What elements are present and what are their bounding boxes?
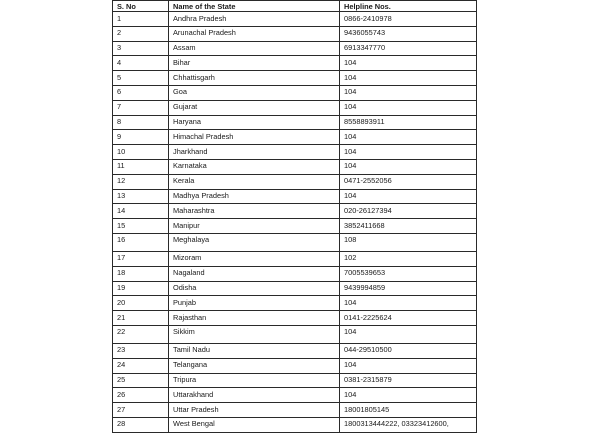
cell-helpline: 020-26127394 [340, 204, 477, 219]
cell-sno: 21 [113, 311, 169, 326]
cell-state: Arunachal Pradesh [169, 26, 340, 41]
cell-sno: 7 [113, 100, 169, 115]
table-row [113, 100, 477, 115]
cell-helpline: 0381-2315879 [340, 373, 477, 388]
table-row [113, 343, 477, 358]
cell-state: Gujarat [169, 100, 340, 115]
table-row [113, 373, 477, 388]
cell-state: West Bengal [169, 417, 340, 432]
table-row [113, 130, 477, 145]
cell-sno: 4 [113, 56, 169, 71]
cell-sno: 16 [113, 233, 169, 251]
table-row [113, 174, 477, 189]
cell-sno: 18 [113, 266, 169, 281]
table-row [113, 189, 477, 204]
cell-state: Telangana [169, 358, 340, 373]
cell-sno: 26 [113, 388, 169, 403]
cell-sno: 15 [113, 219, 169, 234]
cell-sno: 24 [113, 358, 169, 373]
cell-helpline: 104 [340, 100, 477, 115]
cell-state: Andhra Pradesh [169, 12, 340, 27]
cell-helpline: 0141-2225624 [340, 311, 477, 326]
cell-state: Chhattisgarh [169, 71, 340, 86]
cell-state: Jharkhand [169, 145, 340, 160]
cell-helpline: 0866-2410978 [340, 12, 477, 27]
table-row [113, 251, 477, 266]
cell-sno: 9 [113, 130, 169, 145]
header-state: Name of the State [169, 1, 340, 12]
table-row [113, 56, 477, 71]
cell-sno: 10 [113, 145, 169, 160]
table-row [113, 71, 477, 86]
table-row [113, 388, 477, 403]
cell-state: Maharashtra [169, 204, 340, 219]
cell-state: Mizoram [169, 251, 340, 266]
cell-sno: 19 [113, 281, 169, 296]
cell-helpline: 104 [340, 85, 477, 100]
cell-state: Bihar [169, 56, 340, 71]
cell-helpline: 3852411668 [340, 219, 477, 234]
cell-sno: 23 [113, 343, 169, 358]
cell-state: Sikkim [169, 325, 340, 343]
cell-helpline: 104 [340, 296, 477, 311]
table-row [113, 358, 477, 373]
cell-sno: 25 [113, 373, 169, 388]
cell-sno: 13 [113, 189, 169, 204]
table-row [113, 159, 477, 174]
cell-helpline: 102 [340, 251, 477, 266]
table-row [113, 266, 477, 281]
cell-helpline: 7005539653 [340, 266, 477, 281]
cell-helpline: 104 [340, 358, 477, 373]
cell-sno: 27 [113, 403, 169, 418]
cell-sno: 5 [113, 71, 169, 86]
cell-state: Tamil Nadu [169, 343, 340, 358]
cell-helpline: 104 [340, 130, 477, 145]
table-row [113, 204, 477, 219]
table-row [113, 311, 477, 326]
cell-sno: 12 [113, 174, 169, 189]
cell-sno: 11 [113, 159, 169, 174]
cell-helpline: 104 [340, 189, 477, 204]
table-row [113, 219, 477, 234]
cell-state: Odisha [169, 281, 340, 296]
cell-state: Nagaland [169, 266, 340, 281]
cell-state: Meghalaya [169, 233, 340, 251]
table-row [113, 281, 477, 296]
table-row [113, 403, 477, 418]
helpline-table [112, 0, 477, 433]
cell-sno: 28 [113, 417, 169, 432]
cell-helpline: 9436055743 [340, 26, 477, 41]
cell-state: Rajasthan [169, 311, 340, 326]
table-row [113, 325, 477, 343]
cell-helpline: 8558893911 [340, 115, 477, 130]
cell-helpline: 104 [340, 325, 477, 343]
cell-state: Madhya Pradesh [169, 189, 340, 204]
table-row [113, 41, 477, 56]
table-row [113, 12, 477, 27]
cell-sno: 3 [113, 41, 169, 56]
table-header [113, 1, 477, 12]
cell-helpline: 104 [340, 56, 477, 71]
cell-helpline: 6913347770 [340, 41, 477, 56]
header-sno: S. No [113, 1, 169, 12]
cell-helpline: 104 [340, 71, 477, 86]
cell-helpline: 18001805145 [340, 403, 477, 418]
cell-state: Uttarakhand [169, 388, 340, 403]
cell-state: Karnataka [169, 159, 340, 174]
table-row [113, 145, 477, 160]
table-body [113, 12, 477, 433]
cell-helpline: 044-29510500 [340, 343, 477, 358]
table-row [113, 296, 477, 311]
header-row [113, 1, 477, 12]
cell-helpline: 108 [340, 233, 477, 251]
cell-sno: 14 [113, 204, 169, 219]
header-helpline: Helpline Nos. [340, 1, 477, 12]
cell-sno: 1 [113, 12, 169, 27]
cell-sno: 17 [113, 251, 169, 266]
table-row [113, 233, 477, 251]
cell-state: Haryana [169, 115, 340, 130]
cell-sno: 6 [113, 85, 169, 100]
cell-helpline: 104 [340, 159, 477, 174]
cell-sno: 22 [113, 325, 169, 343]
table-row [113, 26, 477, 41]
cell-helpline: 104 [340, 388, 477, 403]
table-row [113, 115, 477, 130]
cell-state: Goa [169, 85, 340, 100]
cell-state: Himachal Pradesh [169, 130, 340, 145]
document-page [112, 0, 477, 433]
cell-helpline: 9439994859 [340, 281, 477, 296]
cell-helpline: 0471-2552056 [340, 174, 477, 189]
cell-helpline: 104 [340, 145, 477, 160]
table-row [113, 85, 477, 100]
cell-state: Assam [169, 41, 340, 56]
cell-sno: 8 [113, 115, 169, 130]
cell-state: Kerala [169, 174, 340, 189]
cell-helpline: 1800313444222, 03323412600, [340, 417, 477, 432]
cell-state: Manipur [169, 219, 340, 234]
cell-sno: 20 [113, 296, 169, 311]
cell-state: Punjab [169, 296, 340, 311]
cell-state: Tripura [169, 373, 340, 388]
cell-state: Uttar Pradesh [169, 403, 340, 418]
cell-sno: 2 [113, 26, 169, 41]
